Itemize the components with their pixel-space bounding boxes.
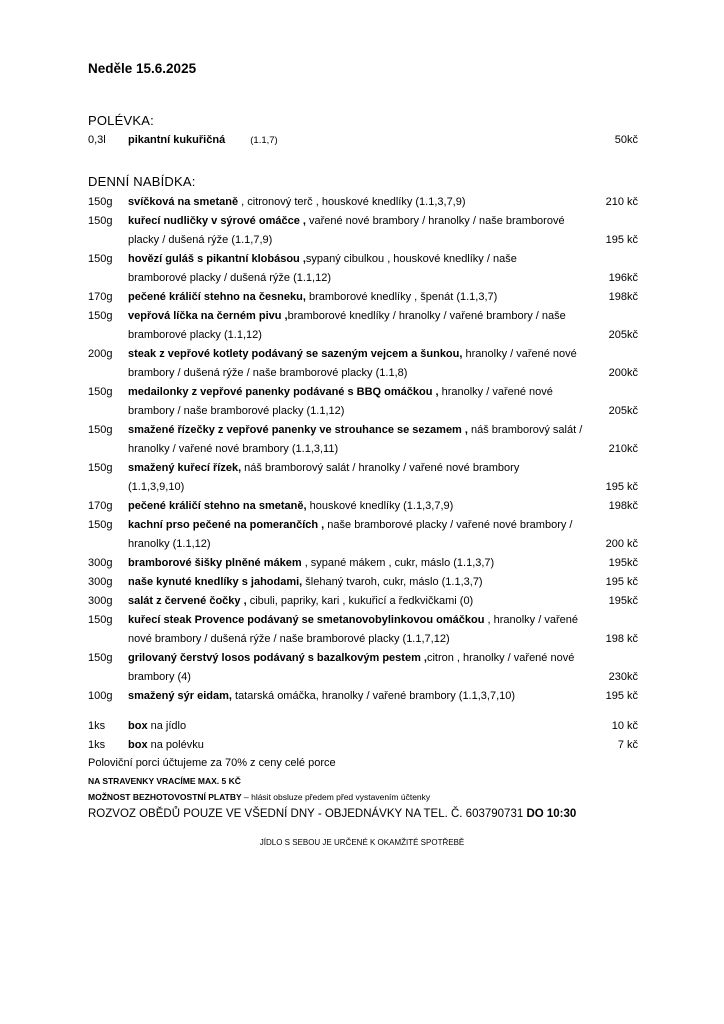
box-desc [128,717,618,736]
soup-qty: 0,3l [88,134,106,146]
box-price: 10 kč [611,720,638,732]
item-name: pečené králičí stehno na česneku, [128,291,306,303]
item-price: 205kč [608,329,638,341]
item-desc-line1: bramborové knedlíky , špenát (1.1,3,7) [305,291,498,303]
item-desc [128,421,618,459]
item-qty: 150g [88,614,113,626]
item-qty: 150g [88,253,113,265]
cashless-bold: MOŽNOST BEZHOTOVOSTNÍ PLATBY [88,792,242,802]
item-qty: 300g [88,595,113,607]
item-price: 198 kč [605,633,638,645]
soup-allergens: (1.1,7) [250,135,278,146]
item-desc [128,250,618,288]
item-qty: 150g [88,386,113,398]
item-desc-line1: bramborové knedlíky / hranolky / vařené brambory / naše [287,310,566,322]
item-desc-line2: brambory / dušená rýže / naše bramborové placky (1.1,8) [128,367,408,379]
item-qty: 170g [88,500,113,512]
menu-date: Neděle 15.6.2025 [88,61,197,76]
box-qty: 1ks [88,720,106,732]
soup-desc [128,131,618,150]
item-desc-line1: vařené nové brambory / hranolky / naše bramborové [305,215,565,227]
item-qty: 100g [88,690,113,702]
item-name: smažený kuřecí řízek, [128,462,242,474]
item-qty: 200g [88,348,113,360]
item-desc-line1: hranolky / vařené nové [462,348,577,360]
item-qty: 150g [88,519,113,531]
soup-heading: POLÉVKA: [88,113,154,128]
item-desc [128,649,618,687]
item-name: steak z vepřové kotlety podávaný se sazeným vejcem a šunkou, [128,348,463,360]
item-name: bramborové šišky plněné mákem [128,557,302,569]
item-desc [128,554,618,573]
item-name: kuřecí steak Provence podávaný se smetanovobylinkovou omáčkou [128,614,485,626]
item-price: 200 kč [605,538,638,550]
soup-price: 50kč [614,134,638,146]
item-desc-line1: citron , hranolky / vařené nové [426,652,575,664]
item-desc [128,307,618,345]
cashless-rest: – hlásit obsluze předem před vystavením účtenky [241,792,431,802]
item-desc-line2: hranolky / vařené nové brambory (1.1,3,11) [128,443,339,455]
item-qty: 300g [88,576,113,588]
item-price: 196kč [608,272,638,284]
half-portion-note: Poloviční porci účtujeme za 70% z ceny celé porce [88,757,336,769]
item-price: 230kč [608,671,638,683]
item-price: 195kč [608,595,638,607]
soup-name: pikantní kukuřičná [128,134,226,146]
voucher-note: NA STRAVENKY VRACÍME MAX. 5 KČ [88,776,241,786]
item-desc-line2: nové brambory / dušená rýže / naše bramborové placky (1.1,7,12) [128,633,450,645]
item-desc-line1: , sypané mákem , cukr, máslo (1.1,3,7) [301,557,495,569]
item-name: grilovaný čerstvý losos podávaný s bazalkovým pestem , [128,652,427,664]
item-qty: 150g [88,462,113,474]
box-qty: 1ks [88,739,106,751]
item-desc-line1: naše bramborové placky / vařené nové brambory / [324,519,573,531]
item-price: 198kč [608,291,638,303]
item-name: kuřecí nudličky v sýrové omáčce , [128,215,306,227]
item-desc-line1: sypaný cibulkou , houskové knedlíky / naše [305,253,517,265]
box-desc [128,736,618,755]
item-desc-line1: tatarská omáčka, hranolky / vařené brambory (1.1,3,7,10) [231,690,516,702]
item-name: hovězí guláš s pikantní klobásou , [128,253,306,265]
item-name: pečené králičí stehno na smetaně, [128,500,307,512]
daily-heading: DENNÍ NABÍDKA: [88,174,196,189]
item-name: salát z červené čočky , [128,595,247,607]
item-desc-line1: , hranolky / vařené [484,614,578,626]
box-price: 7 kč [617,739,638,751]
item-price: 195 kč [605,576,638,588]
item-qty: 300g [88,557,113,569]
item-qty: 150g [88,310,113,322]
item-name: naše kynuté knedlíky s jahodami, [128,576,303,588]
delivery-note [88,808,576,820]
item-desc [128,345,618,383]
item-desc-line2: (1.1,3,9,10) [128,481,185,493]
delivery-deadline: DO 10:30 [526,808,577,820]
item-price: 198kč [608,500,638,512]
item-desc [128,193,618,212]
item-price: 195 kč [605,690,638,702]
item-qty: 150g [88,424,113,436]
box-rest: na jídlo [147,720,187,732]
item-desc-line1: houskové knedlíky (1.1,3,7,9) [306,500,454,512]
item-price: 210 kč [605,196,638,208]
item-desc [128,611,618,649]
item-desc-line2: brambory / naše bramborové placky (1.1,12) [128,405,345,417]
item-desc [128,288,618,307]
item-desc [128,573,618,592]
item-desc-line1: , citronový terč , houskové knedlíky (1.1,3,7,9) [238,196,466,208]
item-name: medailonky z vepřové panenky podávané s BBQ omáčkou , [128,386,439,398]
item-qty: 150g [88,652,113,664]
item-price: 205kč [608,405,638,417]
item-desc [128,459,618,497]
item-desc [128,497,618,516]
item-name: kachní prso pečené na pomerančích , [128,519,325,531]
item-desc [128,212,618,250]
item-desc [128,687,618,706]
item-desc [128,516,618,554]
item-desc-line2: bramborové placky (1.1,12) [128,329,262,341]
item-desc-line2: placky / dušená rýže (1.1,7,9) [128,234,273,246]
item-name: smažené řízečky z vepřové panenky ve strouhance se sezamem , [128,424,468,436]
item-price: 195 kč [605,481,638,493]
item-price: 195 kč [605,234,638,246]
item-desc-line1: šlehaný tvaroh, cukr, máslo (1.1,3,7) [302,576,483,588]
delivery-text: ROZVOZ OBĚDŮ POUZE VE VŠEDNÍ DNY - OBJEDNÁVKY NA TEL. Č. 603790731 [88,808,527,820]
item-name: smažený sýr eidam, [128,690,232,702]
item-desc-line2: hranolky (1.1,12) [128,538,211,550]
item-qty: 150g [88,215,113,227]
box-rest: na polévku [147,739,204,751]
item-name: vepřová líčka na černém pivu , [128,310,288,322]
item-desc-line1: cibuli, papriky, kari , kukuřicí a ředkvičkami (0) [246,595,474,607]
item-price: 210kč [608,443,638,455]
item-desc-line1: náš bramborový salát / [467,424,583,436]
item-qty: 150g [88,196,113,208]
item-name: svíčková na smetaně [128,196,239,208]
box-name: box [128,739,148,751]
item-desc-line2: brambory (4) [128,671,191,683]
cashless-note [88,792,430,802]
item-qty: 170g [88,291,113,303]
item-desc-line1: náš bramborový salát / hranolky / vařené nové brambory [241,462,520,474]
item-price: 200kč [608,367,638,379]
item-price: 195kč [608,557,638,569]
item-desc-line2: bramborové placky / dušená rýže (1.1,12) [128,272,331,284]
footer-note: JÍDLO S SEBOU JE URČENÉ K OKAMŽITÉ SPOTŘEBĚ [259,838,465,847]
box-name: box [128,720,148,732]
item-desc [128,383,618,421]
item-desc-line1: hranolky / vařené nové [438,386,553,398]
item-desc [128,592,618,611]
